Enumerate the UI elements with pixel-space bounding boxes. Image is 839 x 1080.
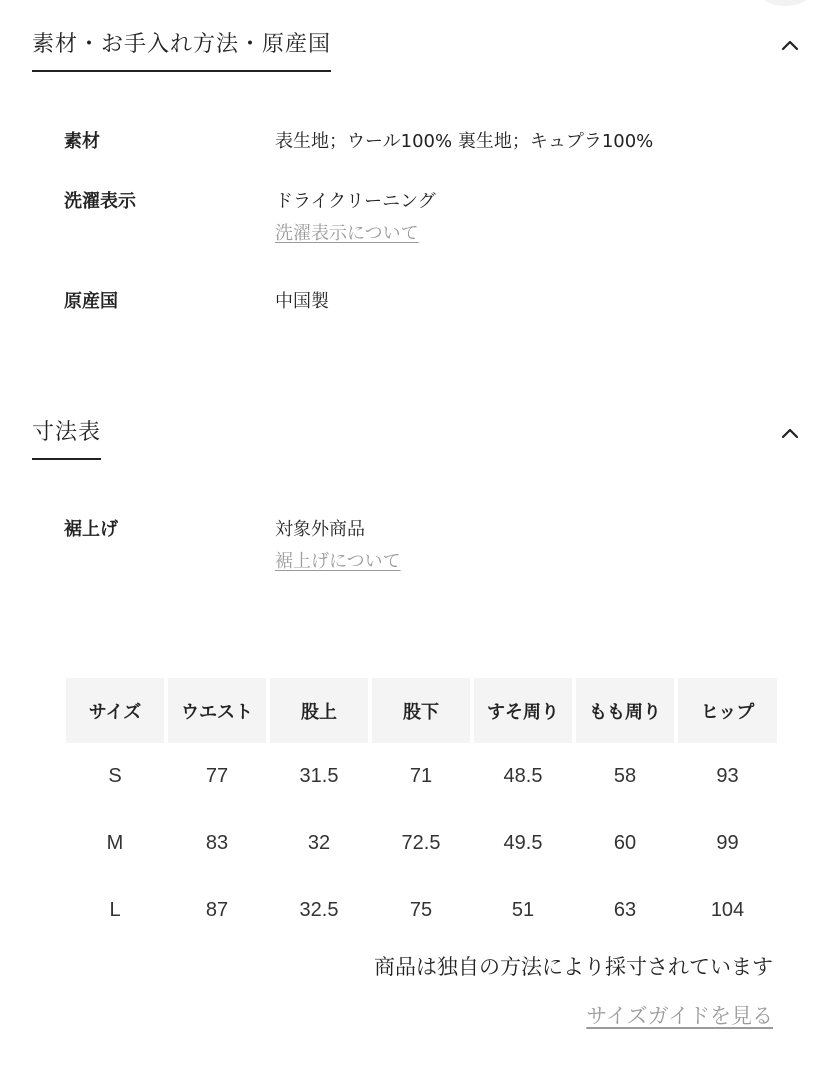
materials-section-header[interactable] bbox=[32, 30, 807, 70]
table-row bbox=[66, 810, 777, 877]
table-cell: M bbox=[106, 832, 124, 854]
washing-label: 洗濯表示 bbox=[64, 191, 136, 212]
table-cell: 32 bbox=[307, 832, 331, 854]
table-cell: 51 bbox=[511, 899, 535, 921]
size-header-cell: 股下 bbox=[372, 678, 470, 743]
table-cell: 104 bbox=[710, 899, 745, 921]
table-cell: 32.5 bbox=[299, 899, 339, 921]
washing-value: ドライクリーニング bbox=[275, 191, 436, 212]
table-cell: 58 bbox=[613, 765, 637, 787]
table-cell: 87 bbox=[205, 899, 229, 921]
origin-label: 原産国 bbox=[64, 291, 118, 312]
table-cell: 60 bbox=[613, 832, 637, 854]
table-row bbox=[66, 877, 777, 944]
table-cell: 49.5 bbox=[503, 832, 543, 854]
material-value: 表生地；ウール100% 裏生地；キュプラ100% bbox=[275, 131, 654, 152]
table-cell: 71 bbox=[409, 765, 433, 787]
table-cell: 48.5 bbox=[503, 765, 543, 787]
size-section-title: 寸法表 bbox=[32, 418, 101, 460]
size-header-cell: 股上 bbox=[270, 678, 368, 743]
hem-label: 裾上げ bbox=[64, 519, 118, 540]
table-cell: 83 bbox=[205, 832, 229, 854]
table-cell: 31.5 bbox=[299, 765, 339, 787]
origin-value: 中国製 bbox=[275, 291, 329, 312]
size-table-header-row bbox=[66, 678, 777, 743]
table-cell: S bbox=[108, 765, 122, 787]
size-header-cell: すそ周り bbox=[474, 678, 572, 743]
table-cell: 93 bbox=[716, 765, 739, 787]
chevron-up-icon[interactable] bbox=[779, 422, 801, 444]
size-header-cell: ウエスト bbox=[168, 678, 266, 743]
material-label: 素材 bbox=[64, 131, 100, 152]
table-cell: 63 bbox=[613, 899, 637, 921]
table-cell: 77 bbox=[205, 765, 229, 787]
size-header-cell: もも周り bbox=[576, 678, 674, 743]
hem-info-link[interactable]: 裾上げについて bbox=[275, 551, 401, 572]
scroll-top-button[interactable] bbox=[760, 0, 810, 6]
table-cell: 72.5 bbox=[401, 832, 441, 854]
size-guide-link[interactable]: サイズガイドを見る bbox=[586, 1004, 773, 1028]
table-cell: 75 bbox=[409, 899, 433, 921]
size-section-header[interactable] bbox=[32, 418, 807, 458]
washing-info-link[interactable]: 洗濯表示について bbox=[275, 223, 419, 244]
table-cell: L bbox=[109, 899, 121, 921]
size-header-cell: サイズ bbox=[66, 678, 164, 743]
table-cell: 99 bbox=[716, 832, 739, 854]
table-row bbox=[66, 743, 777, 810]
materials-section-title: 素材・お手入れ方法・原産国 bbox=[32, 30, 331, 72]
hem-value: 対象外商品 bbox=[275, 519, 365, 540]
size-table bbox=[62, 678, 781, 944]
measurement-note: 商品は独自の方法により採寸されています bbox=[374, 955, 773, 979]
size-header-cell: ヒップ bbox=[678, 678, 777, 743]
chevron-up-icon[interactable] bbox=[779, 34, 801, 56]
